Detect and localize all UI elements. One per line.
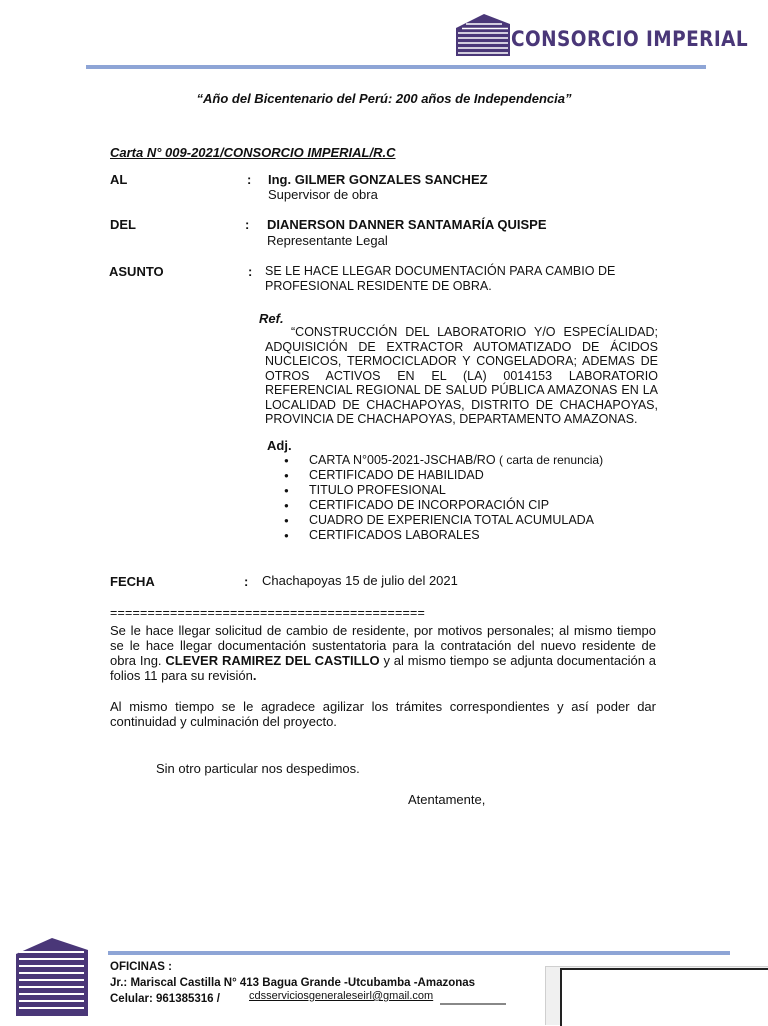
list-item (284, 513, 603, 528)
attachment-text: CERTIFICADO DE INCORPORACIÓN CIP (309, 498, 550, 512)
company-name: CONSORCIO IMPERIAL (511, 27, 749, 51)
to-name: Ing. GILMER GONZALES SANCHEZ (268, 172, 488, 187)
building-logo-icon (16, 938, 88, 1016)
attachment-text: CERTIFICADO DE HABILIDAD (309, 468, 484, 482)
email-underline (440, 1003, 506, 1005)
regards-line: Atentamente, (408, 792, 486, 807)
footer-rule (108, 951, 730, 955)
body-text: Se le hace llegar solicitud de cambio de residente, por motivos personales; al mismo tiempo se le hace llegar documentación sustentatoria para la contratación del nuevo residente de obra Ing. (110, 623, 656, 668)
body-paragraph-2: Al mismo tiempo se le agradece agilizar los trámites correspondientes y así poder dar continuidad y culminación del proyecto. (110, 699, 656, 729)
reference-text: “CONSTRUCCIÓN DEL LABORATORIO Y/O ESPECÍALIDAD; ADQUISICIÓN DE EXTRACTOR AUTOMATIZADO DE ÁCIDOS NUCLEICOS, TERMOCICLADOR Y CONGELADORA; ADEMAS DE OTROS ACTIVOS EN EL (LA) 0014153 LABORATORIO REFERENCIAL REGIONAL DE SALUD PÚBLICA AMAZONAS EN LA LOCALIDAD DE CHACHAPOYAS, DISTRITO DE CHACHAPOYAS, PROVINCIA DE CHACHAPOYAS, DEPARTAMENTO AMAZONAS. (265, 325, 658, 426)
separator-line: ========================================== (110, 606, 425, 620)
bullet-icon: ● (284, 501, 289, 510)
offices-label: OFICINAS : (110, 961, 172, 973)
closing-line: Sin otro particular nos despedimos. (156, 761, 360, 776)
date-value: Chachapoyas 15 de julio del 2021 (262, 573, 458, 588)
letter-reference-number: Carta N° 009-2021/CONSORCIO IMPERIAL/R.C (110, 145, 396, 160)
subject-label: ASUNTO (109, 264, 164, 279)
reference-label: Ref. (259, 311, 284, 326)
to-role: Supervisor de obra (268, 187, 378, 202)
body-paragraph-1 (110, 623, 656, 683)
new-resident-name: CLEVER RAMIREZ DEL CASTILLO (165, 653, 380, 668)
bullet-icon: ● (284, 456, 289, 465)
footer-corner-box (560, 968, 768, 1026)
from-label: DEL (110, 217, 136, 232)
list-item (284, 453, 603, 468)
attachment-text: TITULO PROFESIONAL (309, 483, 446, 497)
bullet-icon: ● (284, 486, 289, 495)
from-role: Representante Legal (267, 233, 388, 248)
list-item (284, 483, 603, 498)
body-text: y al mismo tiempo se adjunta documentación a folios 11 para su revisión (110, 653, 656, 683)
attachment-text: CARTA N°005-2021-JSCHAB/RO (309, 453, 496, 467)
date-colon: : (244, 574, 249, 589)
list-item (284, 468, 603, 483)
email-link[interactable]: cdsserviciosgeneraleseirl@gmail.com (249, 990, 434, 1002)
bullet-icon: ● (284, 471, 289, 480)
from-colon: : (245, 217, 250, 232)
to-label: AL (110, 172, 128, 187)
attachments-label: Adj. (267, 438, 292, 453)
office-address: Jr.: Mariscal Castilla N° 413 Bagua Grande -Utcubamba -Amazonas (110, 977, 476, 989)
date-label: FECHA (110, 574, 155, 589)
subject-text: SE LE HACE LLEGAR DOCUMENTACIÓN PARA CAMBIO DE PROFESIONAL RESIDENTE DE OBRA. (265, 264, 616, 293)
attachment-text: CUADRO DE EXPERIENCIA TOTAL ACUMULADA (309, 513, 595, 527)
list-item (284, 528, 603, 543)
list-item (284, 498, 603, 513)
motto: “Año del Bicentenario del Perú: 200 años de Independencia” (196, 91, 572, 106)
office-phone: Celular: 961385316 / (110, 993, 220, 1005)
header-rule (86, 65, 706, 69)
to-colon: : (247, 172, 252, 187)
bullet-icon: ● (284, 531, 289, 540)
bullet-icon: ● (284, 516, 289, 525)
subject-colon: : (248, 264, 253, 279)
from-name: DIANERSON DANNER SANTAMARÍA QUISPE (267, 217, 547, 232)
body-period: . (252, 668, 257, 683)
attachment-text: CERTIFICADOS LABORALES (309, 528, 480, 542)
attachment-note: ( carta de renuncia) (499, 453, 604, 467)
attachments-list (284, 453, 603, 543)
company-logo-icon (456, 14, 510, 56)
